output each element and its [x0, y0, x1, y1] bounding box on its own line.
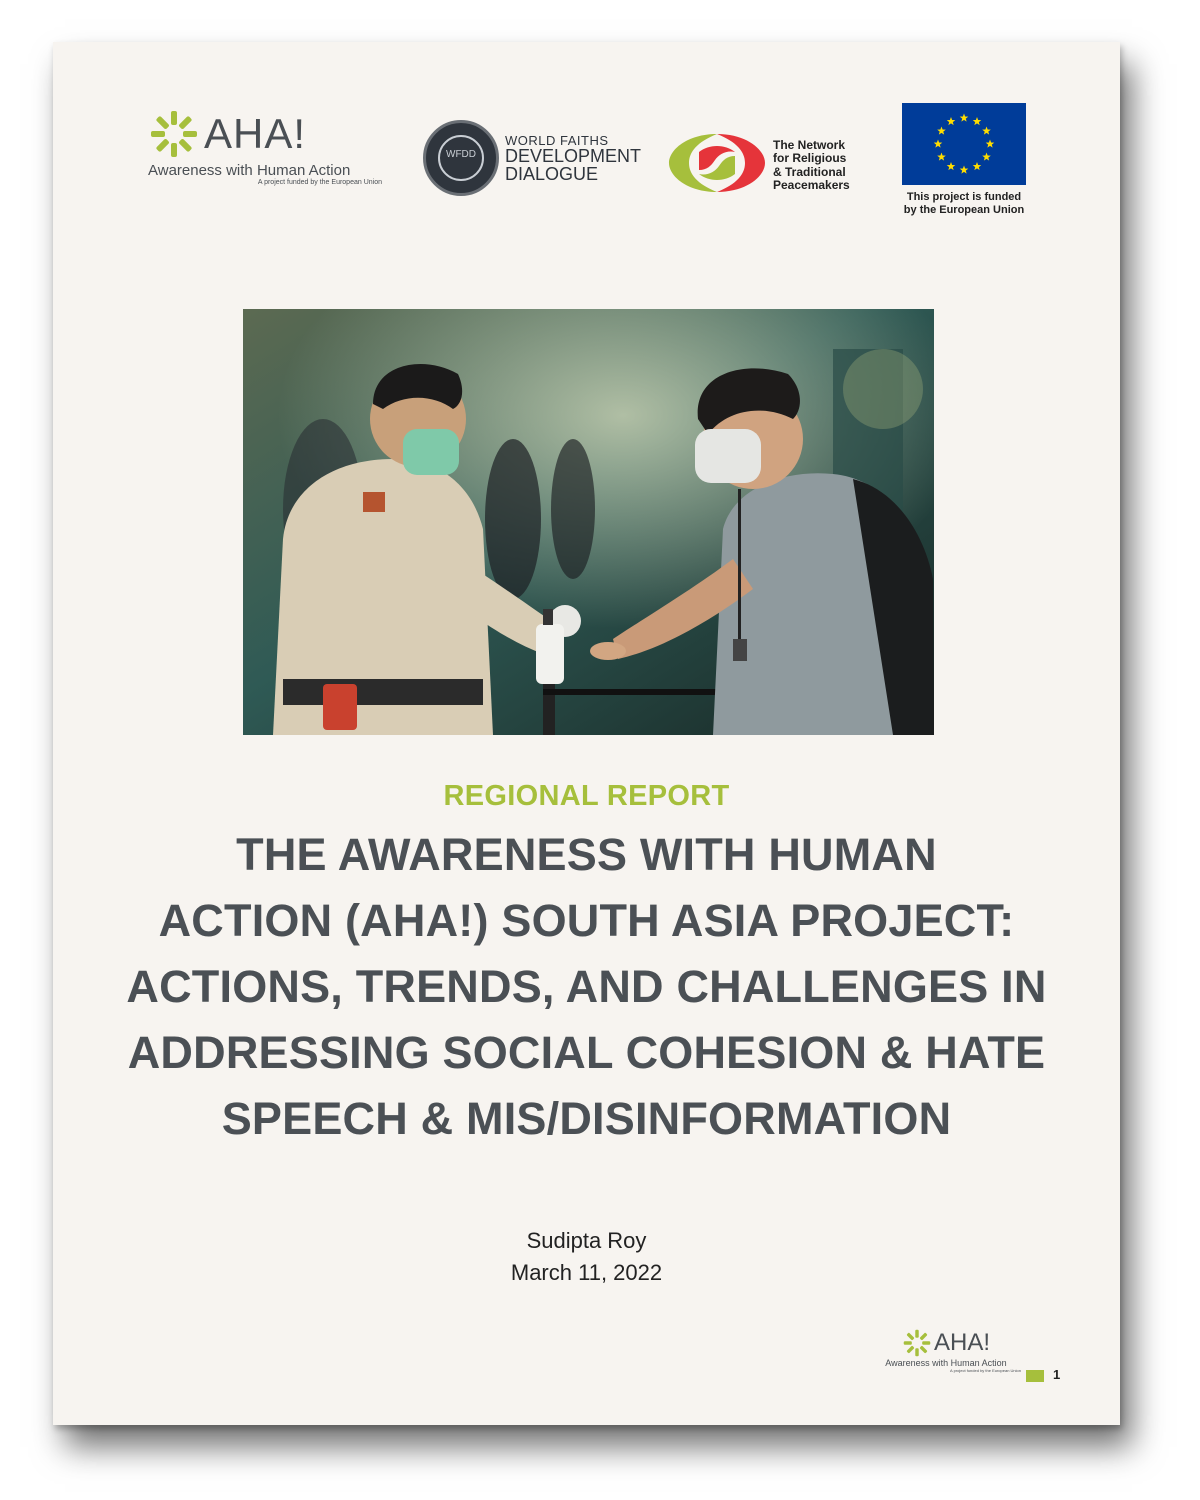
eu-star-icon — [982, 153, 991, 161]
report-title-line: THE AWARENESS WITH HUMAN — [236, 829, 937, 880]
peacemakers-hands-icon — [667, 130, 767, 196]
peacemakers-line-4: Peacemakers — [773, 177, 850, 192]
aha-logo-name: AHA! — [204, 110, 307, 157]
eu-caption-line-1: This project is funded — [906, 191, 1022, 203]
eu-star-icon — [986, 140, 995, 148]
page-marker — [1026, 1370, 1044, 1382]
wfdd-line-3: DIALOGUE — [505, 163, 599, 184]
eu-star-icon — [960, 166, 969, 174]
eu-star-icon — [973, 117, 982, 125]
eu-star-icon — [937, 127, 946, 135]
eu-flag-icon — [902, 103, 1026, 185]
report-author: Sudipta Roy — [526, 1228, 647, 1253]
aha-logo-tagline: Awareness with Human Action — [148, 162, 351, 179]
eu-caption-line-2: by the European Union — [903, 203, 1025, 216]
footer-logo-name: AHA! — [933, 1329, 990, 1356]
footer-aha-logo — [871, 1328, 1021, 1373]
eu-star-icon — [947, 117, 956, 125]
photo-security-guard-sanitizer-icon — [243, 309, 934, 735]
wfdd-line-1: WORLD FAITHS — [505, 132, 609, 148]
aha-burst-icon — [148, 108, 200, 160]
report-date: March 11, 2022 — [510, 1260, 663, 1285]
cover-photo — [243, 309, 934, 735]
report-title-line: ADDRESSING SOCIAL COHESION & HATE — [127, 1027, 1046, 1078]
aha-burst-icon — [902, 1328, 932, 1358]
peacemakers-logo — [667, 130, 850, 201]
aha-logo — [148, 108, 388, 186]
page-number: 1 — [1053, 1367, 1061, 1382]
eu-funding-logo — [901, 103, 1027, 216]
aha-logo-subtitle: A project funded by the European Union — [257, 179, 382, 186]
wfdd-emblem-icon — [423, 120, 499, 196]
report-title-line: SPEECH & MIS/DISINFORMATION — [221, 1093, 952, 1144]
eu-star-icon — [982, 127, 991, 135]
peacemakers-line-2: for Religious — [773, 151, 847, 166]
eu-star-icon — [937, 153, 946, 161]
footer-logo-tagline: Awareness with Human Action — [885, 1358, 1007, 1368]
wfdd-logo — [423, 120, 641, 196]
report-kicker: REGIONAL REPORT — [443, 780, 730, 812]
wfdd-line-2: DEVELOPMENT — [505, 145, 642, 166]
report-title — [93, 822, 1080, 1152]
eu-star-icon — [960, 114, 969, 122]
footer-logo-subtitle: A project funded by the European Union — [950, 1368, 1021, 1373]
eu-star-icon — [973, 162, 982, 170]
peacemakers-line-3: & Traditional — [773, 164, 846, 179]
wfdd-initials: WFDD — [446, 149, 476, 160]
report-title-line: ACTION (AHA!) SOUTH ASIA PROJECT: — [158, 895, 1015, 946]
partner-logos — [53, 102, 1120, 232]
report-cover-page — [53, 42, 1120, 1425]
eu-star-icon — [947, 162, 956, 170]
peacemakers-line-1: The Network — [773, 137, 846, 152]
report-title-line: ACTIONS, TRENDS, AND CHALLENGES IN — [126, 961, 1047, 1012]
eu-star-icon — [934, 140, 943, 148]
